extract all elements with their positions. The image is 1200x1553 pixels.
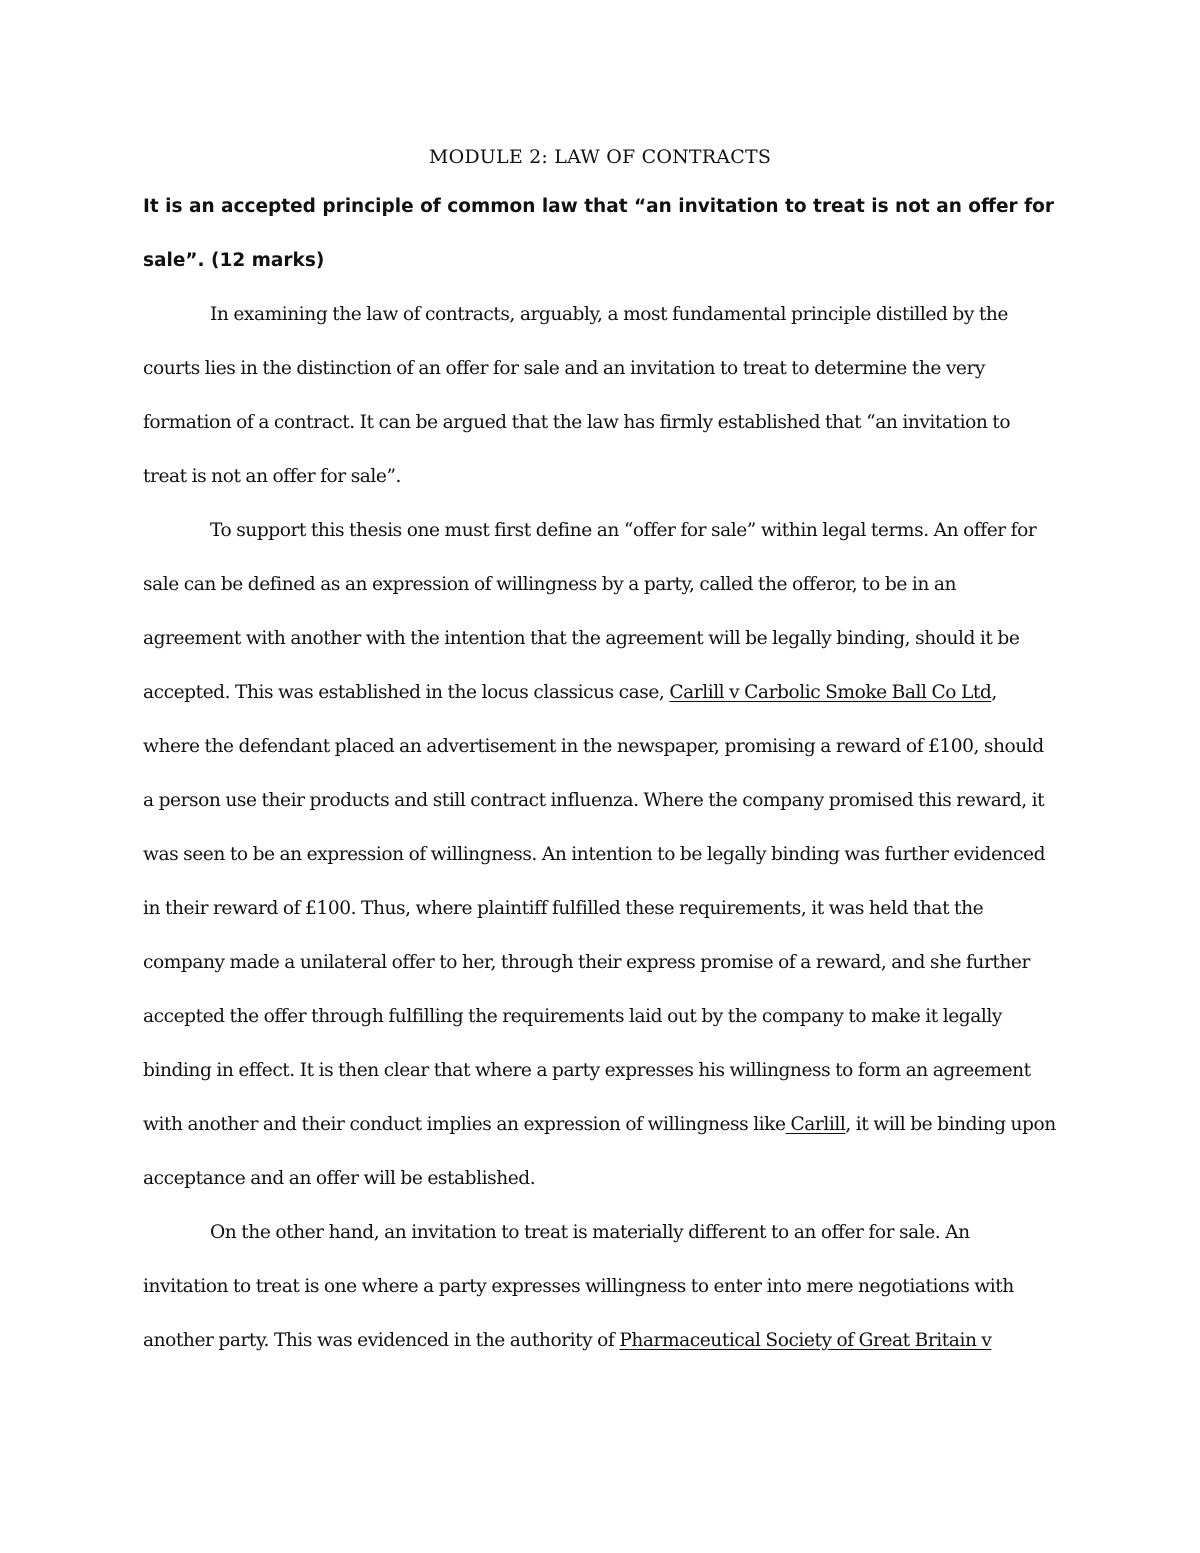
case-citation-carlill-short: Carlill [785,1114,846,1135]
paragraph-text: On the other hand, an invitation to treat is materially different to an offer for sale. An invitation to treat is one where a party expresses willingness to enter into mere negotiations with another party. This was evidenced in the authority of [143,1222,1014,1351]
paragraph-text: , where the defendant placed an advertisement in the newspaper, promising a reward of £100, should a person use their products and still contract influenza. Where the company promised this reward, it was seen to be an expression of willingness. An intention to be legally binding was further evidenced in their reward of £100. Thus, where plaintiff fulfilled these requirements, it was held that the company made a unilateral offer to her, through their express promise of a reward, and she further accepted the offer through fulfilling the requirements laid out by the company to make it legally binding in effect. It is then clear that where a party expresses his willingness to form an agreement with another and their conduct implies an expression of willingness like [143,682,1046,1135]
case-citation-pharmaceutical-society: Pharmaceutical Society of Great Britain v [619,1330,992,1351]
paragraph-invitation-to-treat [143,1206,1057,1368]
paragraph-introduction: In examining the law of contracts, arguably, a most fundamental principle distilled by the courts lies in the distinction of an offer for sale and an invitation to treat to determine the very formation of a contract. It can be argued that the law has firmly established that “an invitation to treat is not an offer for sale”. [143,304,1011,487]
essay-question: It is an accepted principle of common law that “an invitation to treat is not an offer for sale”. (12 marks) [143,196,1054,271]
case-citation-carlill: Carlill v Carbolic Smoke Ball Co Ltd [669,682,992,703]
paragraph-text: To support this thesis one must first define an “offer for sale” within legal terms. An offer for sale can be defined as an expression of willingness by a party, called the offeror, to be in an agreement with another with the intention that the agreement will be legally binding, should it be accepted. This was established in the locus classicus case, [143,520,1037,703]
document-body [143,140,1057,1368]
paragraph-text: , it will be binding upon acceptance and an offer will be established. [143,1114,1056,1189]
document-title: MODULE 2: LAW OF CONTRACTS [428,146,772,168]
paragraph-offer-for-sale [143,504,1057,1206]
